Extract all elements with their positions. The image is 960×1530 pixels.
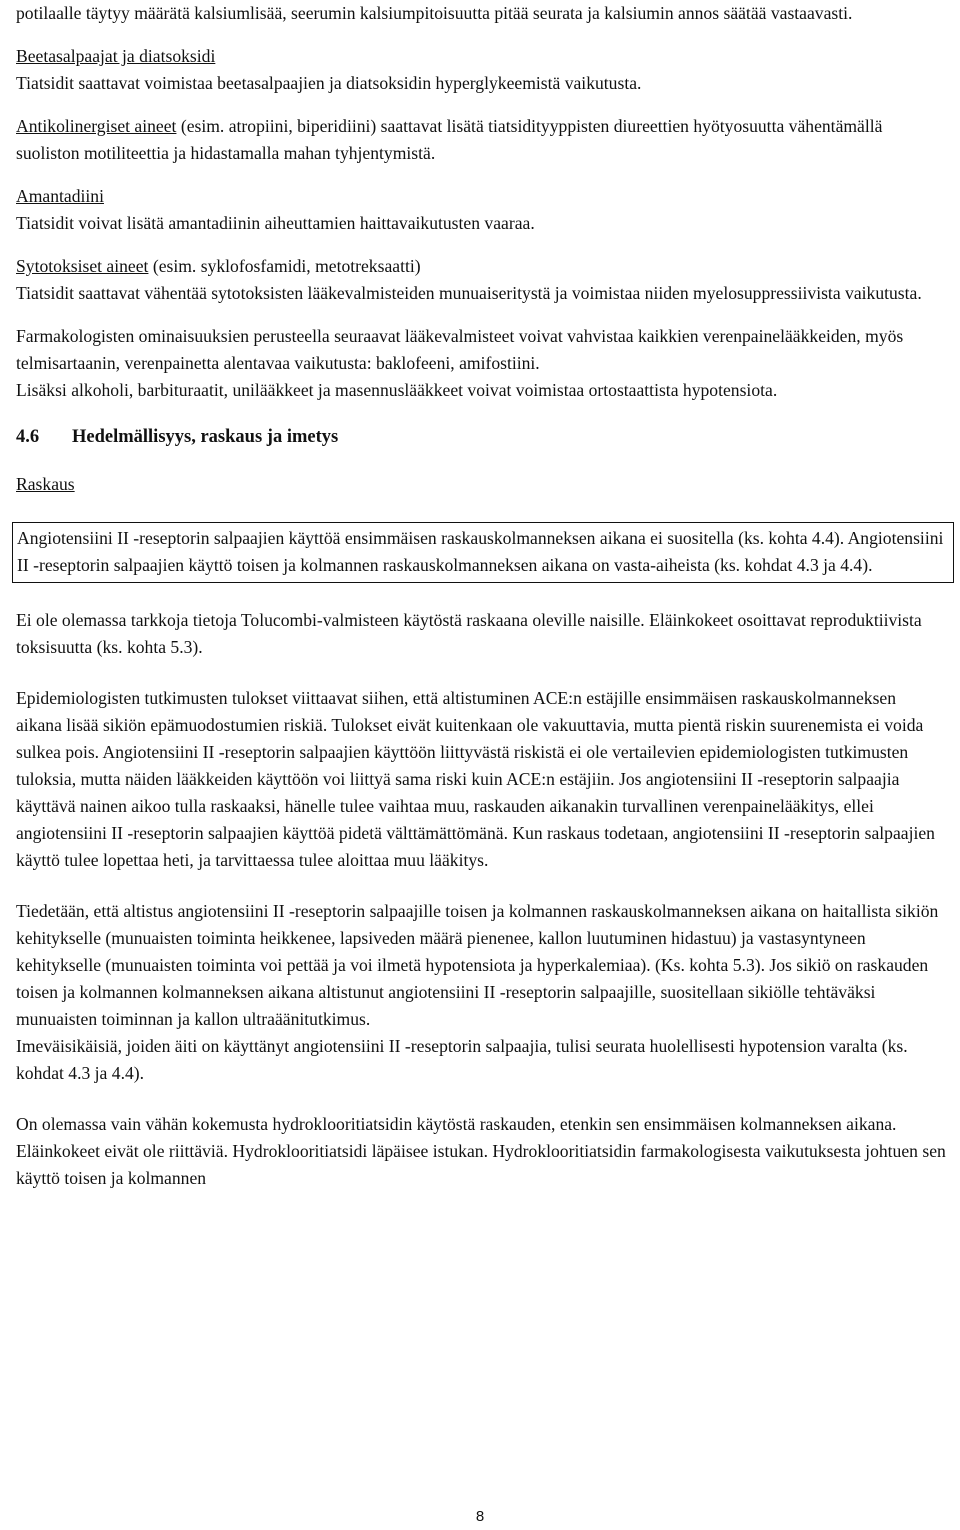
boxed-warning [12,522,954,583]
beta-section [16,43,946,97]
no-data-paragraph: Ei ole olemassa tarkkoja tietoja Tolucombi-valmisteen käytöstä raskaana oleville naisille. Eläinkokeet osoittavat reproduktiivista toksisuutta (ks. kohta 5.3). [16,610,922,657]
epidemiology-paragraph: Epidemiologisten tutkimusten tulokset viittaavat siihen, että altistuminen ACE:n estäjille ensimmäisen raskauskolmanneksen aikana lisää sikiön epämuodostumien riskiä. Tulokset eivät kuitenkaan ole vakuuttavia, mutta pientä riskin suurenemista ei voida sulkea pois. Angiotensiini II -reseptorin salpaajien käyttöön liittyvästä riskistä ei ole vertailevien epidemiologisten tutkimusten tuloksia, mutta näiden lääkkeiden käyttöön voi liittyä sama riski kuin ACE:n estäjiin. Jos angiotensiini II -reseptorin salpaajia käyttävä nainen aikoo tulla raskaaksi, hänelle tulee vaihtaa muu, raskauden aikanakin turvallinen verenpainelääkitys, ellei angiotensiini II -reseptorin salpaajien käyttöä pidetä välttämättömänä. Kun raskaus todetaan, angiotensiini II -reseptorin salpaajien käyttö tulee lopettaa heti, ja tarvittaessa tulee aloittaa muu lääkitys. [16,688,935,870]
calcium-paragraph: potilaalle täytyy määrätä kalsiumlisää, seerumin kalsiumpitoisuutta pitää seurata ja kalsiumin annos säätää vastaavasti. [16,3,853,23]
cytotoxic-title: Sytotoksiset aineet [16,256,149,276]
anticholinergic-text: (esim. atropiini, biperidiini) saattavat lisätä tiatsidityyppisten diureettien hyötyosuutta vähentämällä suoliston motiliteettia ja hidastamalla mahan tyhjentymistä. [16,116,883,163]
infant-paragraph: Imeväisikäisiä, joiden äiti on käyttänyt angiotensiini II -reseptorin salpaajia, tulisi seurata huolellisesti hypotension varalta (ks. kohdat 4.3 ja 4.4). [16,1036,908,1083]
page-number: 8 [475,1508,485,1525]
hydrochlorothiazide-paragraph: On olemassa vain vähän kokemusta hydroklooritiatsidin käytöstä raskauden, etenkin sen ensimmäisen kolmanneksen aikana. Eläinkokeet eivät ole riittäviä. Hydroklooritiatsidi läpäisee istukan. Hydroklooritiatsidin farmakologisesta vaikutuksesta johtuen sen käyttö toisen ja kolmannen [16,1114,946,1188]
pregnancy-title: Raskaus [16,474,75,494]
boxed-warning-text: Angiotensiini II -reseptorin salpaajien käyttöä ensimmäisen raskauskolmanneksen aikana ei suositella (ks. kohta 4.4). Angiotensiini II -reseptorin salpaajien käyttö toisen ja kolmannen raskauskolmanneksen aikana on vasta-aiheista (ks. kohdat 4.3 ja 4.4). [17,528,944,575]
cytotoxic-inline: (esim. syklofosfamidi, metotreksaatti) [148,256,421,276]
section-heading [16,424,946,451]
section-title: Hedelmällisyys, raskaus ja imetys [72,427,339,447]
amantadine-title: Amantadiini [16,186,104,206]
anticholinergic-title: Antikolinergiset aineet [16,116,177,136]
known-risk-paragraph: Tiedetään, että altistus angiotensiini II -reseptorin salpaajille toisen ja kolmannen raskauskolmanneksen aikana on haitallista sikiön kehitykselle (munuaisten toiminta heikkenee, lapsiveden määrä pienenee, kallon luutuminen hidastuu) ja vastasyntyneen kehitykselle (munuaisten toiminta voi pettää ja voi ilmetä hypotensiota ja hyperkalemiaa). (Ks. kohta 5.3). Jos sikiö on raskauden toisen ja kolmannen kolmanneksen aikana altistunut angiotensiini II -reseptorin salpaajille, suositellaan sikiölle tehtäväksi munuaisten toiminnan ja kallon ultraäänitutkimus. [16,901,939,1029]
section-number: 4.6 [16,427,40,447]
document-page [16,0,946,1192]
alcohol-paragraph: Lisäksi alkoholi, barbituraatit, unilääkkeet ja masennuslääkkeet voivat voimistaa ortostaattista hypotensiota. [16,380,778,400]
beta-text: Tiatsidit saattavat voimistaa beetasalpaajien ja diatsoksidin hyperglykeemistä vaikutusta. [16,73,642,93]
cytotoxic-text: Tiatsidit saattavat vähentää sytotoksisten lääkevalmisteiden munuaiseritystä ja voimistaa niiden myelosuppressiivista vaikutusta. [16,283,922,303]
amantadine-text: Tiatsidit voivat lisätä amantadiinin aiheuttamien haittavaikutusten vaaraa. [16,213,535,233]
pharmacology-paragraph: Farmakologisten ominaisuuksien perusteella seuraavat lääkevalmisteet voivat vahvistaa kaikkien verenpainelääkkeiden, myös telmisartaanin, verenpainetta alentavaa vaikutusta: baklofeeni, amifostiini. [16,326,904,373]
amantadine-section [16,183,946,237]
beta-title: Beetasalpaajat ja diatsoksidi [16,46,216,66]
anticholinergic-section [16,113,946,167]
cytotoxic-section [16,253,946,307]
